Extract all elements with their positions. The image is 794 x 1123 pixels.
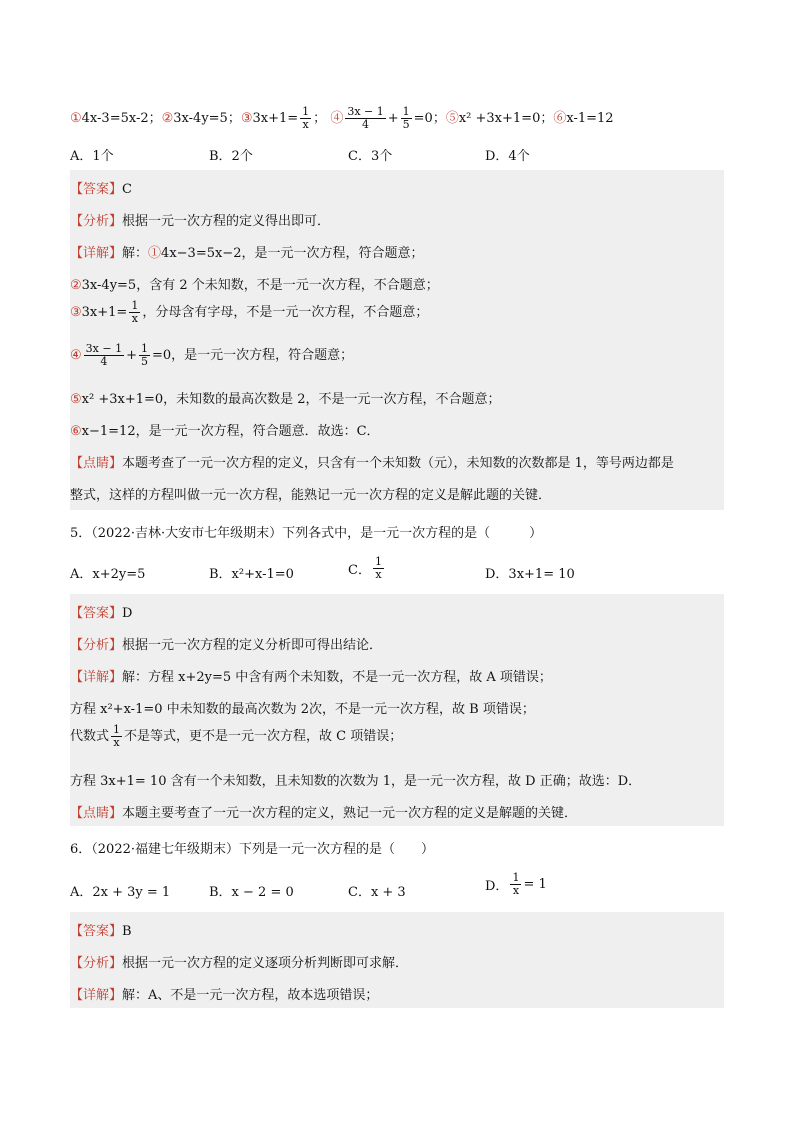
fraction: $\frac{1}{5}$: [140, 342, 148, 368]
eq-3: 3x+1=: [252, 111, 299, 126]
q6-options: [70, 872, 724, 904]
q5-answer: 【答案】D: [70, 606, 133, 621]
fraction: $\frac{3x - 1}{4}$: [347, 105, 384, 131]
q5-analysis: 【分析】根据一元一次方程的定义分析即可得出结论．: [70, 638, 383, 653]
q4-detail-line-3: ③3x+1= $\frac{1}{x}$ ，分母含有字母，不是一元一次方程，不合题意；: [70, 299, 429, 325]
q6-analysis: 【分析】根据一元一次方程的定义逐项分析判断即可求解．: [70, 956, 409, 971]
option-b: B．2个: [209, 149, 253, 164]
fraction: $\frac{1}{x}$: [512, 871, 520, 897]
option-b: B．x²+x-1=0: [209, 567, 294, 582]
q5-detail-line-2: 方程 x²+x-1=0 中未知数的最高次数为 2次，不是一元一次方程，故 B 项错误；: [70, 702, 535, 717]
q4-detail-line-5: ⑤x² +3x+1=0，未知数的最高次数是 2，不是一元一次方程，不合题意；: [70, 392, 501, 407]
q4-comment-line-2: 整式，这样的方程叫做一元一次方程，能熟记一元一次方程的定义是解此题的关键．: [70, 488, 552, 503]
option-b: B．x − 2 = 0: [209, 885, 294, 900]
option-a: A．x+2y=5: [70, 567, 146, 582]
eq-1: 4x-3=5x-2；: [81, 111, 162, 126]
fraction: $\frac{1}{x}$: [131, 299, 139, 325]
fraction: $\frac{1}{5}$: [402, 105, 410, 131]
q4-answer: [70, 178, 724, 197]
option-c: C．x + 3: [348, 885, 406, 900]
circled-2: ②: [161, 111, 174, 126]
answer-tag: 【答案】: [70, 182, 123, 197]
option-d: D． $\frac{1}{x}$ = 1: [485, 871, 547, 897]
option-c: C．3个: [348, 149, 393, 164]
q4-options: [70, 145, 724, 163]
option-d: D．4个: [485, 149, 530, 164]
fraction: $\frac{1}{x}$: [302, 105, 310, 131]
option-d: D．3x+1= 10: [485, 567, 575, 582]
q5-stem: 5．（2022·吉林·大安市七年级期末）下列各式中，是一元一次方程的是（ ）: [70, 526, 543, 541]
option-a: A．2x + 3y = 1: [70, 885, 171, 900]
eq-2: 3x-4y=5；: [173, 111, 241, 126]
circled-1: ①: [70, 111, 82, 126]
fraction: $\frac{3x - 1}{4}$: [85, 342, 123, 368]
fraction: $\frac{1}{x}$: [113, 723, 121, 749]
eq-4: =0；: [413, 111, 446, 126]
q4-detail-line-2: ②3x-4y=5，含有 2 个未知数，不是一元一次方程，不合题意；: [70, 278, 439, 293]
comment-tag: 【点睛】: [70, 456, 123, 471]
q4-detail-line-4: ④ $\frac{3x - 1}{4}$ + $\frac{1}{5}$ =0，是一元一次方程，符合题意；: [70, 342, 354, 368]
q5-detail-line-4: 方程 3x+1= 10 含有一个未知数，且未知数的次数为 1，是一元一次方程，故 D 正确；故选：D．: [70, 774, 642, 789]
analysis-text: 根据一元一次方程的定义得出即可．: [122, 214, 331, 229]
analysis-tag: 【分析】: [70, 214, 123, 229]
detail-tag: 【详解】: [70, 246, 123, 261]
q6-stem: 6．（2022·福建七年级期末）下列是一元一次方程的是（ ）: [70, 842, 434, 857]
q5-detail-line-1: 【详解】解：方程 x+2y=5 中含有两个未知数，不是一元一次方程，故 A 项错误；: [70, 670, 552, 685]
fraction: $\frac{1}{x}$: [374, 555, 382, 581]
q4-detail-line-1: 【详解】解：①4x−3=5x−2，是一元一次方程，符合题意；: [70, 246, 424, 261]
circled-6: ⑥: [553, 111, 567, 126]
q6-detail: 【详解】解：A、不是一元一次方程，故本选项错误；: [70, 988, 379, 1003]
circled-3: ③: [240, 111, 253, 126]
q4-analysis: [70, 210, 724, 229]
option-c: C． $\frac{1}{x}$: [348, 555, 382, 581]
q4-equations: ①4x-3=5x-2；②3x-4y=5；③3x+1= $\frac{1}{x}$ ； ④ $\frac{3x - 1}{4}$ + $\frac{1}{5}$ =0；⑤x² +3x+1=0；⑥x-1=12: [70, 105, 614, 131]
q5-detail-line-3: 代数式 $\frac{1}{x}$ 不是等式，更不是一元一次方程，故 C 项错误；: [70, 723, 403, 749]
q5-comment: 【点睛】本题主要考查了一元一次方程的定义，熟记一元一次方程的定义是解题的关键．: [70, 806, 578, 821]
q4-detail-line-6: ⑥x−1=12，是一元一次方程，符合题意．故选：C．: [70, 424, 380, 439]
option-a: A．1个: [70, 149, 114, 164]
q6-answer: 【答案】B: [70, 924, 132, 939]
q5-options: [70, 556, 724, 586]
q4-comment-line-1: 【点睛】本题考查了一元一次方程的定义，只含有一个未知数（元），未知数的次数都是 1，等号两边都是: [70, 456, 674, 471]
circled-5: ⑤: [445, 111, 459, 126]
circled-4: ④: [330, 111, 344, 126]
eq-5: x² +3x+1=0；: [458, 111, 554, 126]
eq-6: x-1=12: [566, 111, 614, 126]
answer-value: C: [122, 182, 132, 197]
